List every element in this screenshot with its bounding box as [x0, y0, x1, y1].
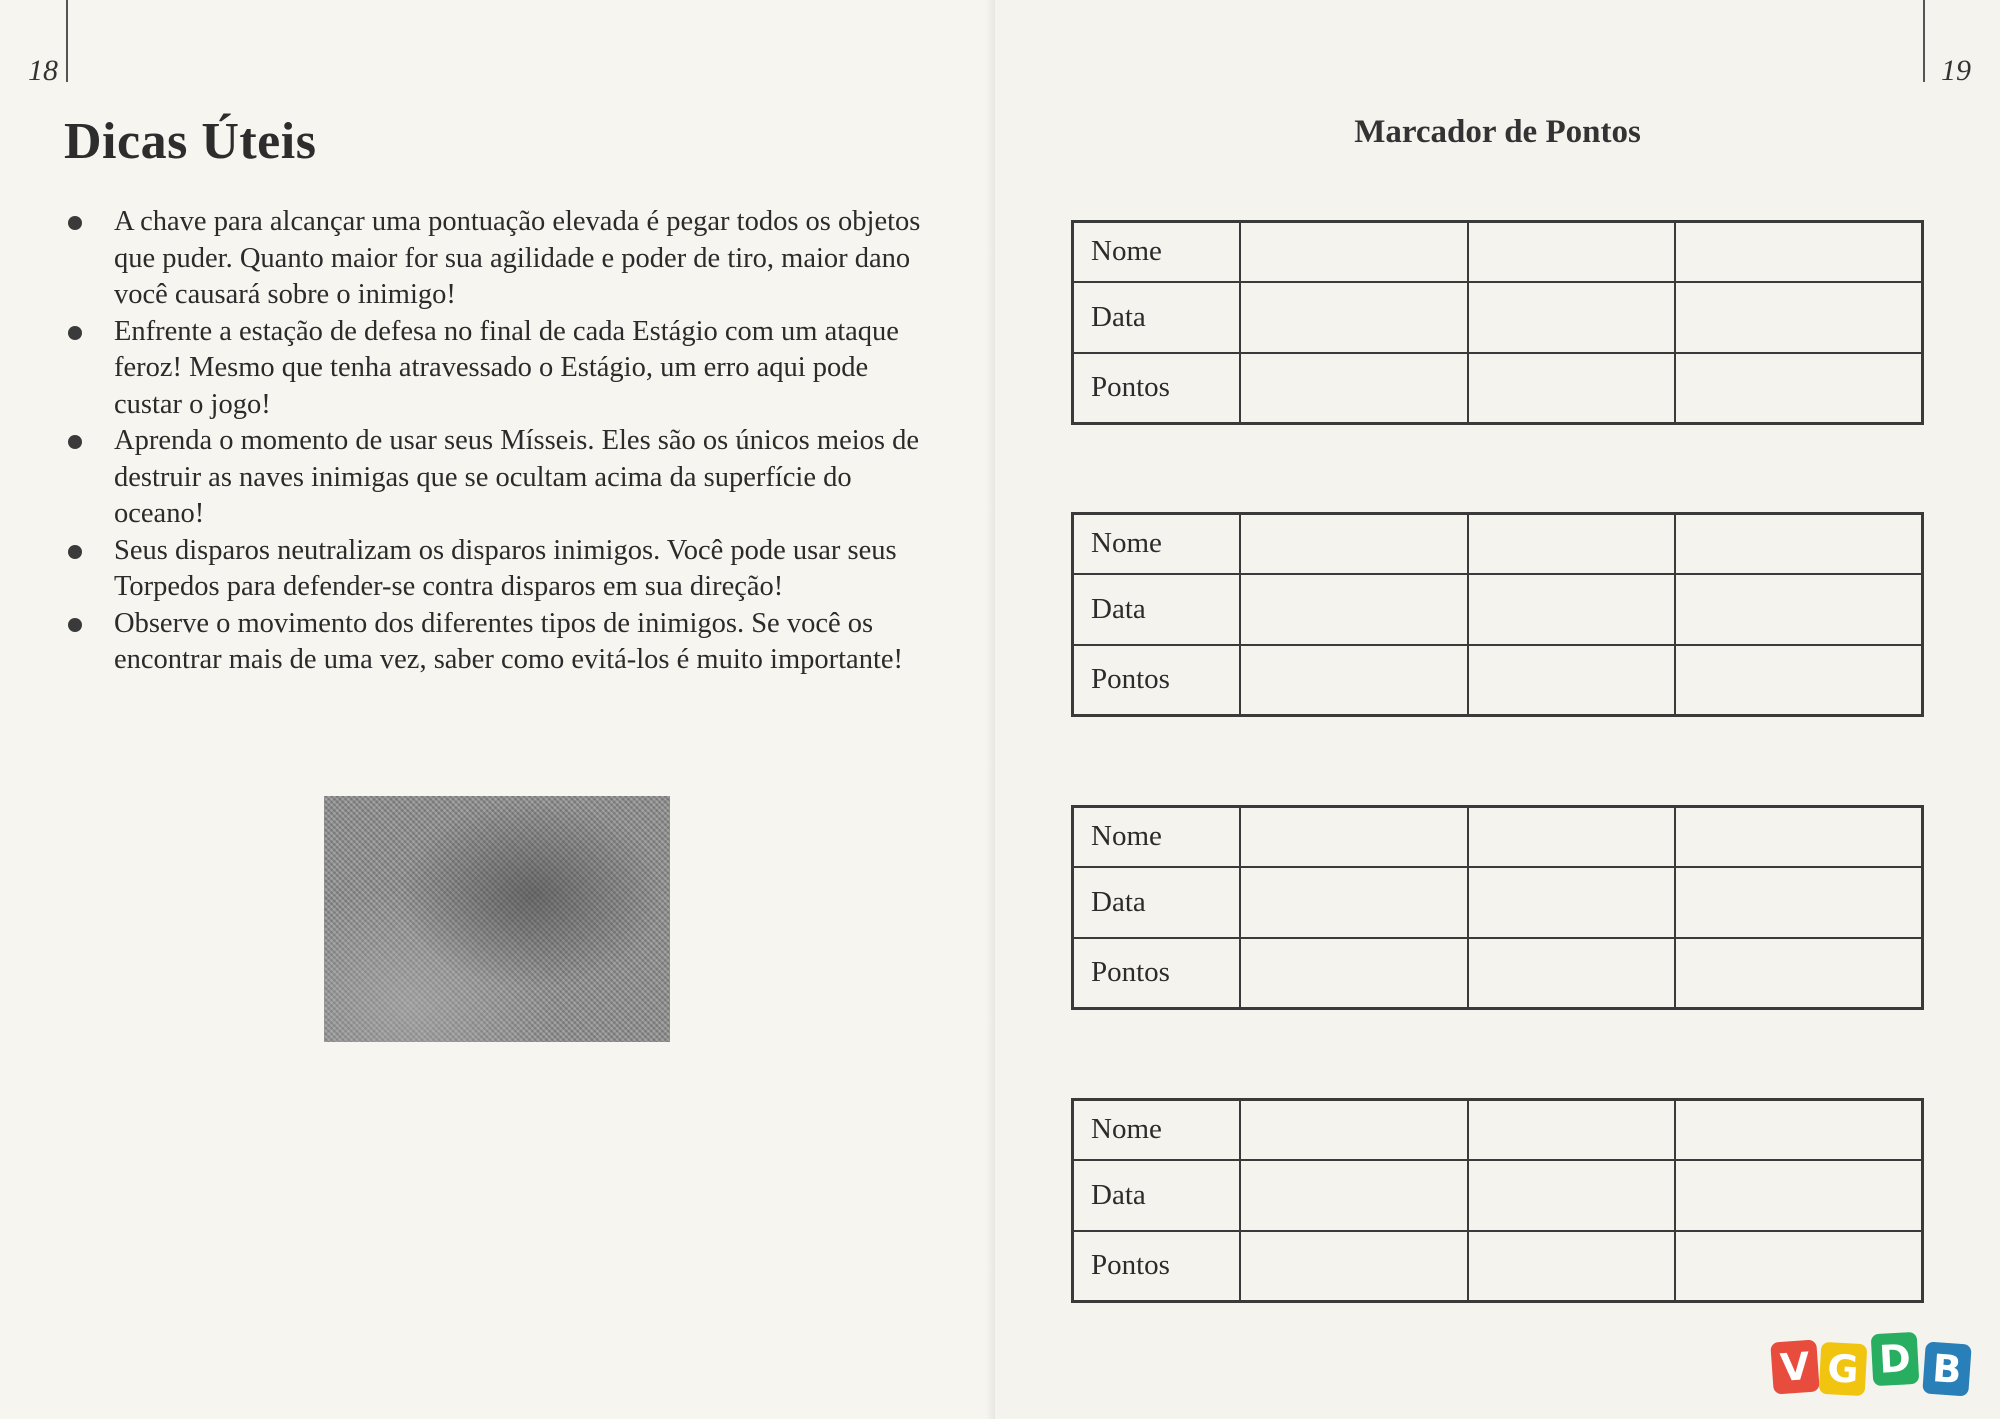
- tip-text: Aprenda o momento de usar seus Mísseis. Eles são os únicos meios de destruir as naves inimigas que se ocultam acima da superfície do oceano!: [114, 425, 919, 529]
- page-number: 19: [1941, 54, 1971, 87]
- row-label: Data: [1073, 867, 1241, 938]
- table-row: [1073, 282, 1923, 353]
- list-item: [62, 606, 942, 679]
- tip-text: Seus disparos neutralizam os disparos inimigos. Você pode usar seus Torpedos para defender-se contra disparos em sua direção!: [114, 534, 897, 602]
- score-cell: [1468, 574, 1675, 645]
- logo-letter: V: [1770, 1339, 1820, 1394]
- tip-text: Enfrente a estação de defesa no final de cada Estágio com um ataque feroz! Mesmo que tenha atravessado o Estágio, um erro aqui pode custar o jogo!: [114, 315, 899, 420]
- score-cell: [1675, 282, 1923, 353]
- row-label: Pontos: [1073, 938, 1241, 1009]
- bullet-icon: [68, 435, 82, 449]
- score-cell: [1675, 1160, 1923, 1231]
- score-cell: [1468, 1231, 1675, 1302]
- score-cell: [1468, 1100, 1675, 1160]
- score-cell: [1675, 574, 1923, 645]
- row-label: Data: [1073, 574, 1241, 645]
- score-cell: [1240, 514, 1468, 574]
- row-label: Nome: [1073, 1100, 1241, 1160]
- score-table: [1071, 805, 1924, 1010]
- list-item: [62, 533, 942, 606]
- bullet-icon: [68, 618, 82, 632]
- bullet-icon: [68, 545, 82, 559]
- row-label: Pontos: [1073, 353, 1241, 424]
- logo-letter: G: [1819, 1342, 1868, 1396]
- score-cell: [1468, 938, 1675, 1009]
- game-screenshot-image: [324, 796, 670, 1042]
- score-cell: [1240, 282, 1468, 353]
- logo-letter: B: [1922, 1341, 1972, 1396]
- page-corner-mark: [1923, 0, 1925, 82]
- score-cell: [1240, 1100, 1468, 1160]
- page-corner-mark: [66, 0, 68, 82]
- table-row: [1073, 514, 1923, 574]
- score-cell: [1240, 1160, 1468, 1231]
- table-row: [1073, 867, 1923, 938]
- score-cell: [1240, 353, 1468, 424]
- score-cell: [1675, 353, 1923, 424]
- score-table: [1071, 1098, 1924, 1303]
- logo-letter: D: [1871, 1332, 1920, 1386]
- score-cell: [1468, 807, 1675, 867]
- list-item: [62, 204, 942, 314]
- scoreboard-title: Marcador de Pontos: [1354, 114, 1641, 150]
- score-cell: [1468, 353, 1675, 424]
- score-table: [1071, 512, 1924, 717]
- table-row: [1073, 222, 1923, 282]
- score-cell: [1468, 867, 1675, 938]
- right-page: [995, 0, 2000, 1419]
- row-label: Pontos: [1073, 645, 1241, 716]
- table-row: [1073, 807, 1923, 867]
- row-label: Data: [1073, 1160, 1241, 1231]
- tips-list: [62, 204, 942, 679]
- table-row: [1073, 1100, 1923, 1160]
- table-row: [1073, 645, 1923, 716]
- left-page: [0, 0, 995, 1419]
- list-item: [62, 423, 942, 533]
- bullet-icon: [68, 326, 82, 340]
- score-cell: [1240, 867, 1468, 938]
- score-cell: [1675, 645, 1923, 716]
- page-title: Dicas Úteis: [64, 113, 317, 170]
- score-cell: [1240, 807, 1468, 867]
- bullet-icon: [68, 216, 82, 230]
- table-row: [1073, 353, 1923, 424]
- table-row: [1073, 938, 1923, 1009]
- tip-text: Observe o movimento dos diferentes tipos de inimigos. Se você os encontrar mais de uma vez, saber como evitá-los é muito importante!: [114, 607, 904, 675]
- score-table: [1071, 220, 1924, 425]
- row-label: Data: [1073, 282, 1241, 353]
- score-cell: [1240, 222, 1468, 282]
- score-cell: [1675, 1100, 1923, 1160]
- score-cell: [1468, 1160, 1675, 1231]
- row-label: Nome: [1073, 514, 1241, 574]
- score-cell: [1675, 514, 1923, 574]
- row-label: Nome: [1073, 222, 1241, 282]
- list-item: [62, 314, 942, 424]
- page-number: 18: [28, 54, 58, 87]
- score-cell: [1675, 867, 1923, 938]
- score-cell: [1240, 574, 1468, 645]
- row-label: Pontos: [1073, 1231, 1241, 1302]
- score-cell: [1675, 222, 1923, 282]
- score-cell: [1240, 938, 1468, 1009]
- table-row: [1073, 1231, 1923, 1302]
- tip-text: A chave para alcançar uma pontuação elevada é pegar todos os objetos que puder. Quanto maior for sua agilidade e poder de tiro, maior dano você causará sobre o inimigo!: [114, 206, 921, 310]
- row-label: Nome: [1073, 807, 1241, 867]
- score-cell: [1468, 222, 1675, 282]
- score-cell: [1675, 807, 1923, 867]
- score-cell: [1675, 1231, 1923, 1302]
- score-cell: [1240, 1231, 1468, 1302]
- score-cell: [1468, 514, 1675, 574]
- score-cell: [1468, 282, 1675, 353]
- table-row: [1073, 1160, 1923, 1231]
- vgdb-watermark-logo: [1772, 1331, 1972, 1395]
- score-cell: [1468, 645, 1675, 716]
- table-row: [1073, 574, 1923, 645]
- score-cell: [1675, 938, 1923, 1009]
- score-cell: [1240, 645, 1468, 716]
